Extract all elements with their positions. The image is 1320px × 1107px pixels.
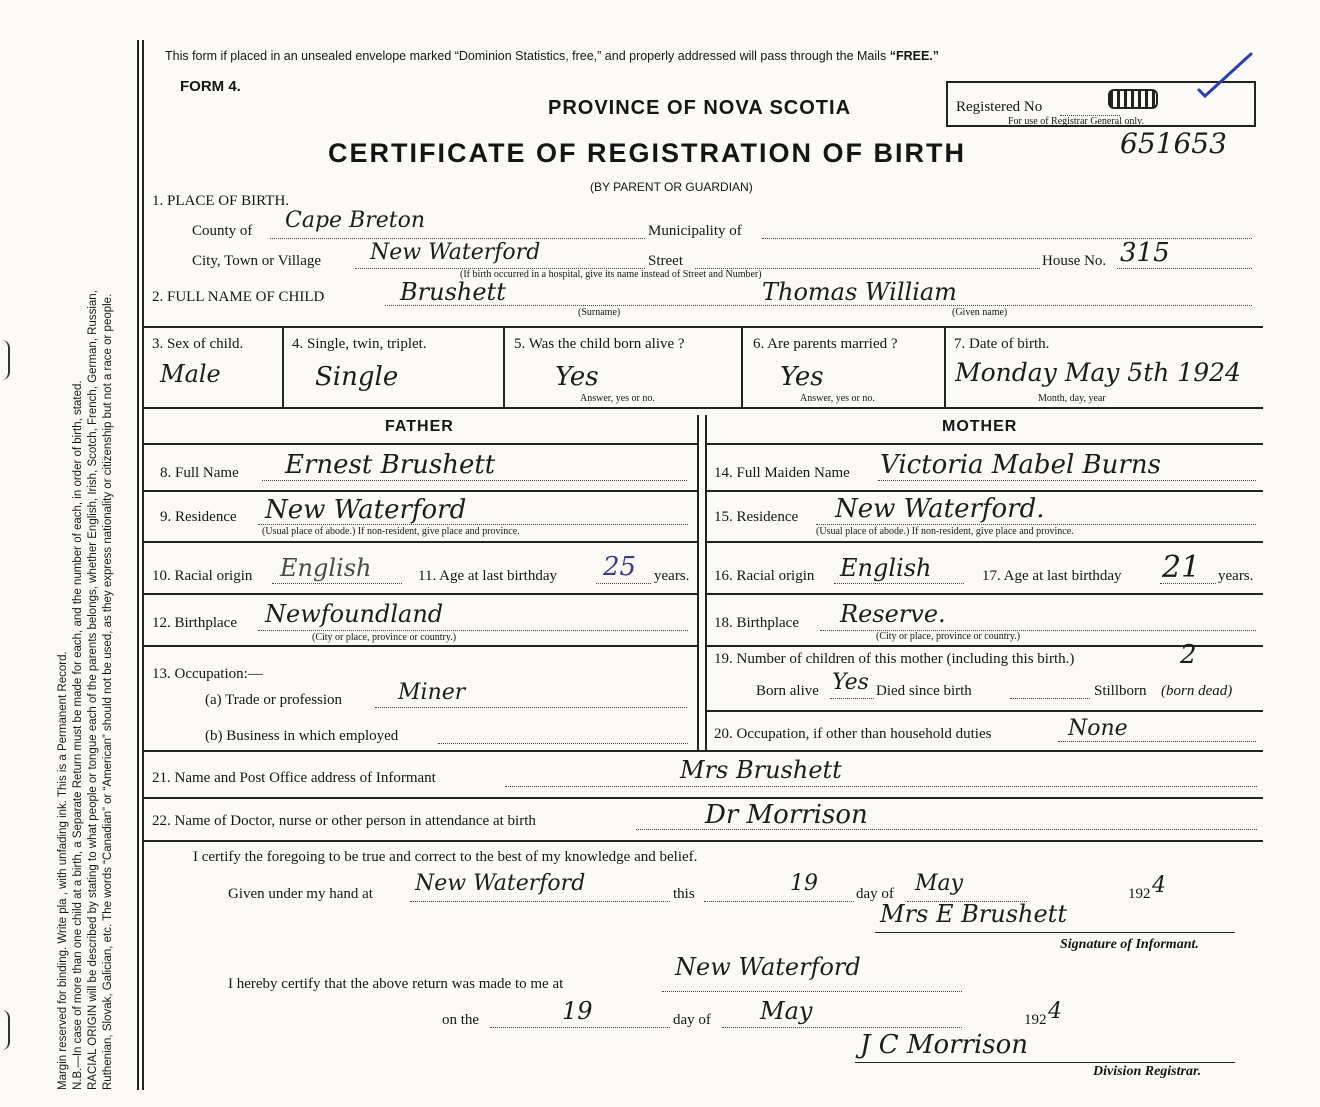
given-day-value: 19 [790, 871, 818, 896]
margin-line-3: RACIAL ORIGIN will be described by stating to what people or tongue each of the parents belongs, whether English, Irish, Scotch, French, German, Russian, [87, 290, 99, 1090]
informant-label: 21. Name and Post Office address of Informant [152, 770, 436, 786]
place-of-birth-label: 1. PLACE OF BIRTH. [152, 193, 290, 209]
single-twin-value: Single [315, 362, 399, 392]
father-rule-2 [143, 541, 697, 543]
surname-caption: (Surname) [578, 307, 621, 318]
informant-signature-caption: Signature of Informant. [1060, 937, 1199, 952]
died-since-birth-label: Died since birth [876, 683, 972, 699]
single-twin-label: 4. Single, twin, triplet. [292, 336, 427, 352]
born-alive-count-value: Yes [832, 670, 869, 695]
informant-value: Mrs Brushett [680, 756, 842, 784]
surname-value: Brushett [400, 278, 506, 306]
informant-signature: Mrs E Brushett [880, 900, 1067, 928]
check-mark-icon [1195, 50, 1255, 102]
province-heading: PROVINCE OF NOVA SCOTIA [548, 97, 852, 119]
city-value: New Waterford [370, 240, 541, 265]
municipality-label: Municipality of [648, 223, 742, 239]
stillborn-label: Stillborn [1094, 683, 1147, 699]
father-birthplace-line [258, 630, 688, 631]
this-label: this [673, 886, 695, 902]
father-birthplace-label: 12. Birthplace [152, 615, 237, 631]
registered-label: Registered No [956, 99, 1043, 115]
form-number: FORM 4. [180, 78, 241, 95]
row3-divider-3 [741, 326, 743, 407]
father-name-line [262, 480, 687, 481]
registrar-day-value: 19 [562, 997, 593, 1025]
hospital-note: (If birth occurred in a hospital, give its name instead of Street and Number) [460, 269, 762, 280]
father-trade-value: Miner [398, 680, 466, 705]
page-subtitle: (BY PARENT OR GUARDIAN) [590, 180, 753, 194]
mother-birthplace-value: Reserve. [840, 600, 946, 628]
father-business-label: (b) Business in which employed [205, 728, 399, 744]
mother-rule-3 [705, 593, 1263, 595]
father-business-line [438, 743, 688, 744]
mother-occupation-line [1058, 741, 1256, 742]
father-racial-line [272, 583, 402, 584]
mother-rule-2 [705, 541, 1263, 543]
father-birthplace-note: (City or place, province or country.) [312, 632, 457, 643]
father-rule-4 [143, 645, 697, 647]
sex-label: 3. Sex of child. [152, 336, 244, 352]
given-year-suffix: 4 [1152, 873, 1166, 898]
doctor-label: 22. Name of Doctor, nurse or other person in attendance at birth [152, 813, 536, 829]
mother-name-value: Victoria Mabel Burns [880, 450, 1161, 480]
born-alive-count-line [830, 698, 874, 699]
mother-age-label: 17. Age at last birthday [982, 568, 1122, 584]
born-alive-value: Yes [555, 362, 599, 392]
registrar-year-prefix: 192 [1024, 1012, 1047, 1028]
father-trade-label: (a) Trade or profession [205, 692, 343, 708]
born-alive-caption: Answer, yes or no. [580, 393, 655, 404]
row3-divider-2 [503, 326, 505, 407]
mother-residence-line [816, 524, 1256, 525]
registrar-day-of-label: day of [673, 1012, 711, 1028]
section21-rule [143, 797, 1263, 799]
parents-divider-left [697, 415, 699, 750]
registrar-year-suffix: 4 [1048, 999, 1062, 1024]
father-residence-value: New Waterford [265, 495, 467, 525]
mother-heading: MOTHER [942, 418, 1018, 435]
doctor-value: Dr Morrison [705, 800, 868, 830]
certify-statement: I certify the foregoing to be true and correct to the best of my knowledge and belief. [193, 849, 698, 865]
father-name-value: Ernest Brushett [285, 450, 496, 480]
father-years-label: years. [654, 568, 690, 584]
father-age-value: 25 [603, 552, 637, 582]
house-label: House No. [1042, 253, 1107, 269]
given-place-value: New Waterford [415, 871, 586, 896]
street-label: Street [648, 253, 683, 269]
parents-married-label: 6. Are parents married ? [753, 336, 898, 352]
father-trade-line [375, 707, 687, 708]
registration-number: 651653 [1120, 127, 1227, 160]
city-label: City, Town or Village [192, 253, 322, 269]
mother-name-line [878, 480, 1256, 481]
house-value: 315 [1120, 238, 1170, 268]
father-rule-3 [143, 593, 697, 595]
mother-years-label: years. [1218, 568, 1254, 584]
stillborn-note: (born dead) [1161, 683, 1233, 699]
mail-notice [165, 49, 939, 63]
father-age-line [596, 583, 651, 584]
margin-line-4: Ruthenian, Slovak, Galician, etc. The words “Canadian” or “American” should not be used, as they express nationality or citizenship but not a race or people. [102, 293, 114, 1090]
mother-rule-5 [705, 710, 1263, 712]
registrar-month-line [722, 1027, 962, 1028]
parents-married-caption: Answer, yes or no. [800, 393, 875, 404]
mother-racial-line [834, 583, 964, 584]
punch-mark-bottom [2, 1010, 10, 1050]
margin-line-2: N.B.—In case of more than one child at a birth, a Separate Return must be made for each, and the number of each, in order of birth, stated. [72, 380, 84, 1090]
parents-married-value: Yes [780, 362, 824, 392]
given-year-prefix: 192 [1128, 886, 1151, 902]
mother-residence-label: 15. Residence [714, 509, 799, 525]
registrar-use-note: For use of Registrar General only. [1008, 116, 1144, 127]
registrar-statement: I hereby certify that the above return was made to me at [228, 976, 564, 992]
father-name-label: 8. Full Name [160, 465, 239, 481]
mail-notice-free: “FREE.” [889, 49, 939, 63]
given-name-caption: (Given name) [952, 307, 1008, 318]
registrar-signature: J C Morrison [860, 1030, 1029, 1060]
county-label: County of [192, 223, 253, 239]
mother-racial-value: English [840, 554, 932, 582]
sex-value: Male [160, 360, 221, 388]
father-age-label: 11. Age at last birthday [418, 568, 557, 584]
registrar-signature-caption: Division Registrar. [1093, 1064, 1202, 1079]
registrar-on-the-label: on the [442, 1012, 480, 1028]
registrar-place-value: New Waterford [675, 953, 861, 981]
margin-rule-2 [142, 40, 144, 1090]
father-racial-value: English [280, 554, 372, 582]
child-name-label: 2. FULL NAME OF CHILD [152, 289, 325, 305]
registrar-day-line [490, 1027, 670, 1028]
born-alive-count-label: Born alive [756, 683, 819, 699]
margin-instructions [56, 40, 116, 1090]
father-residence-label: 9. Residence [160, 509, 237, 525]
given-under-label: Given under my hand at [228, 886, 373, 902]
informant-line [505, 786, 1257, 787]
house-line [1117, 268, 1252, 269]
father-heading: FATHER [385, 418, 454, 435]
given-day-of-label: day of [856, 886, 894, 902]
father-residence-note: (Usual place of abode.) If non-resident, give place and province. [262, 526, 520, 537]
born-alive-label: 5. Was the child born alive ? [514, 336, 685, 352]
parents-bottom-rule [143, 750, 1263, 752]
registrar-place-line [662, 991, 962, 992]
margin-rule [137, 40, 139, 1090]
mother-occupation-value: None [1068, 716, 1128, 741]
father-occupation-label: 13. Occupation:— [152, 666, 263, 682]
given-name-value: Thomas William [762, 278, 957, 306]
father-birthplace-value: Newfoundland [265, 600, 444, 628]
children-count-value: 2 [1180, 640, 1197, 670]
died-since-birth-line [1010, 698, 1090, 699]
birth-date-caption: Month, day, year [1038, 393, 1106, 404]
father-racial-label: 10. Racial origin [152, 568, 253, 584]
row3-bottom-rule [143, 407, 1263, 409]
father-rule-1 [143, 490, 697, 492]
margin-line-1: Margin reserved for binding. Write pla , with unfading ink. This is a Permanent Record. [57, 651, 69, 1090]
mother-name-label: 14. Full Maiden Name [714, 465, 850, 481]
given-month-value: May [915, 871, 964, 896]
informant-signature-line [875, 932, 1235, 933]
parents-divider-right [705, 415, 707, 750]
row3-top-rule [143, 326, 1263, 328]
mother-heading-rule [705, 443, 1263, 445]
given-place-line [410, 901, 670, 902]
children-count-label: 19. Number of children of this mother (including this birth.) [714, 651, 1075, 667]
birth-date-label: 7. Date of birth. [954, 336, 1050, 352]
struck-stamp [1108, 89, 1158, 109]
mother-residence-note: (Usual place of abode.) If non-resident, give place and province. [816, 526, 1074, 537]
row3-divider-4 [944, 326, 946, 407]
mother-residence-value: New Waterford. [835, 494, 1045, 524]
mother-age-value: 21 [1162, 550, 1201, 585]
section22-rule [143, 840, 1263, 842]
registrar-signature-line [855, 1062, 1235, 1063]
county-line [270, 238, 645, 239]
mother-rule-1 [705, 490, 1263, 492]
mother-racial-label: 16. Racial origin [714, 568, 815, 584]
municipality-line [762, 238, 1252, 239]
mother-birthplace-note: (City or place, province or country.) [876, 631, 1021, 642]
mother-occupation-label: 20. Occupation, if other than household duties [714, 726, 992, 742]
given-day-line [704, 901, 854, 902]
row3-divider-1 [282, 326, 284, 407]
page-title: CERTIFICATE OF REGISTRATION OF BIRTH [328, 138, 966, 168]
punch-mark-top [2, 340, 10, 380]
mother-birthplace-label: 18. Birthplace [714, 615, 799, 631]
registrar-month-value: May [760, 997, 813, 1025]
mail-notice-text: This form if placed in an unsealed envelope marked “Dominion Statistics, free,” and properly addressed will pass through the Mails [165, 49, 887, 63]
father-heading-rule [143, 443, 697, 445]
birth-date-value: Monday May 5th 1924 [955, 358, 1241, 387]
county-value: Cape Breton [285, 208, 426, 233]
